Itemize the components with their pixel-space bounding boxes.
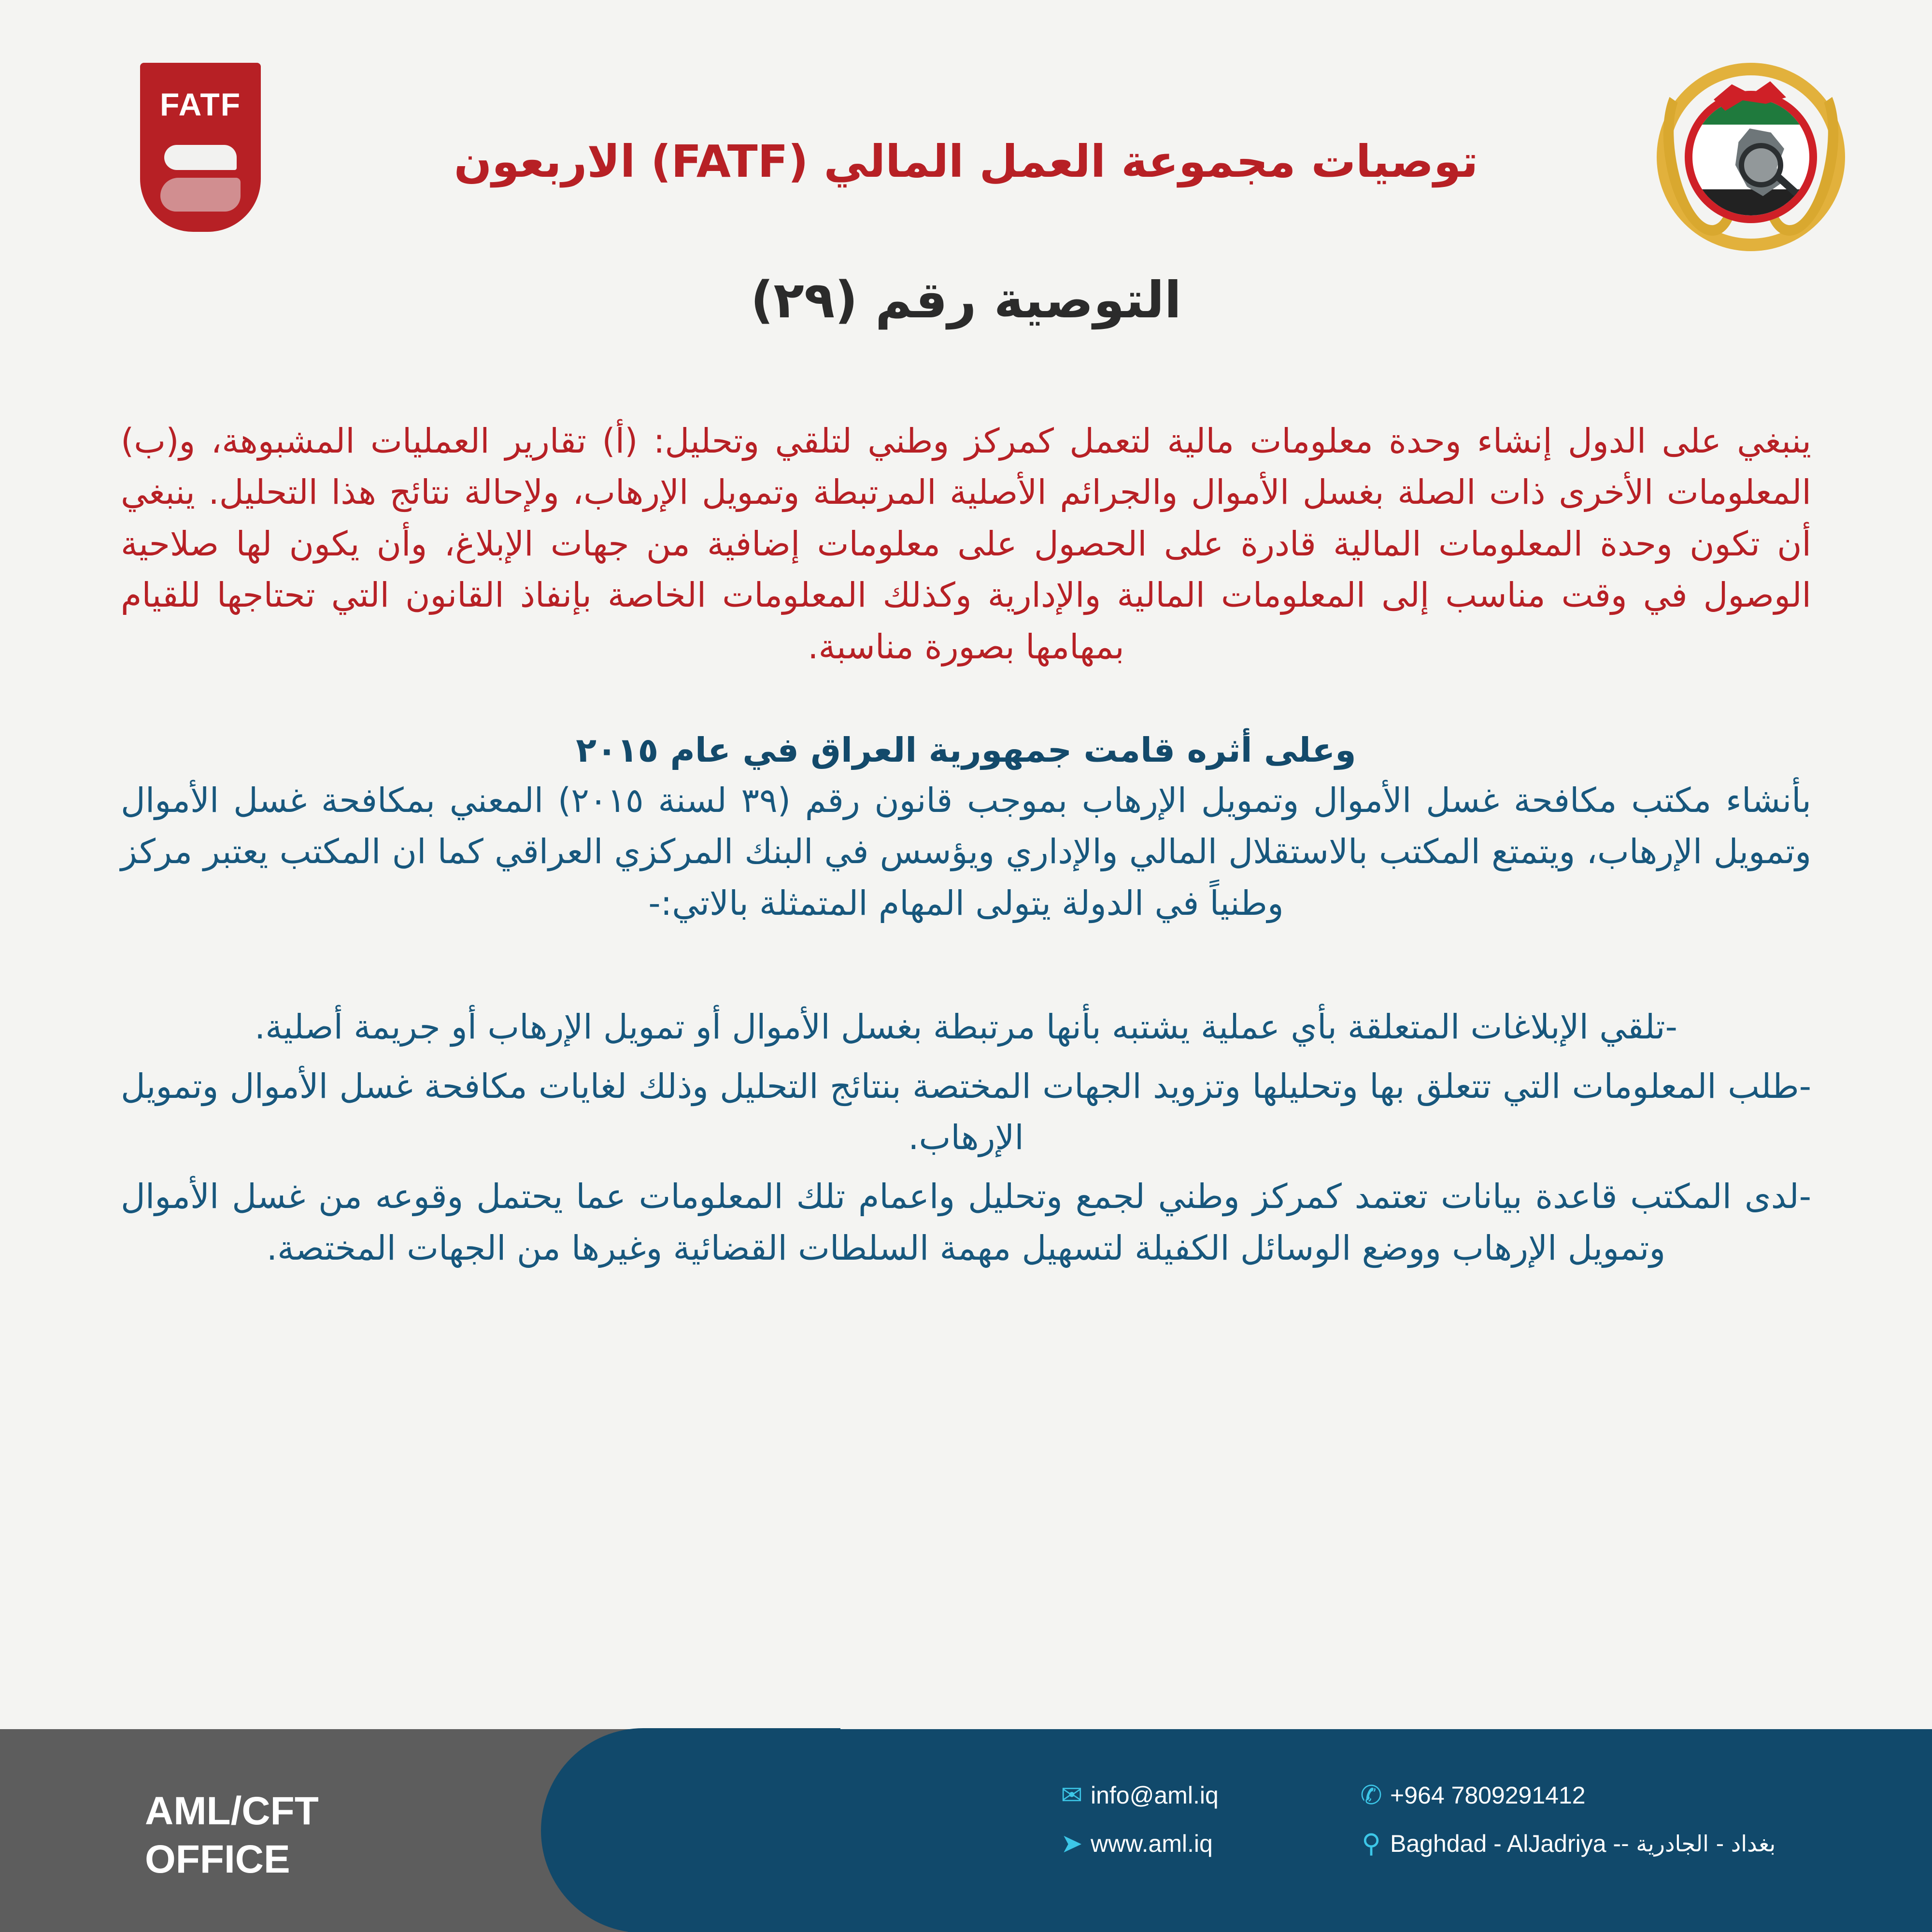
map-pin-icon: ⚲ xyxy=(1362,1828,1381,1859)
footer-curve-shape xyxy=(541,1728,840,1932)
footer-contact-row-1 xyxy=(1053,1781,1874,1809)
emblem-stripe-green xyxy=(1692,99,1809,125)
document-footer xyxy=(0,1729,1932,1932)
section-heading: وعلى أثره قامت جمهورية العراق في عام ٢٠١٥ xyxy=(576,730,1356,770)
document-body xyxy=(121,415,1811,1281)
address-text-en: Baghdad - AlJadriya - xyxy=(1390,1830,1621,1857)
bullet-list xyxy=(121,1001,1811,1274)
phone-text[interactable]: +964 7809291412 xyxy=(1390,1782,1586,1809)
fatf-logo-text: FATF xyxy=(159,86,242,122)
document-header xyxy=(0,0,1932,329)
cursor-icon: ➤ xyxy=(1061,1828,1083,1859)
office-name xyxy=(145,1787,319,1884)
address-text-ar: بغداد - الجادرية - xyxy=(1621,1831,1776,1857)
footer-contact-row-2 xyxy=(1053,1830,1874,1858)
email-contact[interactable] xyxy=(1053,1781,1352,1809)
list-item: -لدى المكتب قاعدة بيانات تعتمد كمركز وطني لجمع وتحليل واعمام تلك المعلومات عما يحتمل وقوعه من غسل الأموال وتمويل الإرهاب ووضع الوسائل الكفيلة لتسهيل مهمة السلطات القضائية وغيرها من الجهات المختصة. xyxy=(121,1177,1811,1268)
phone-icon: ✆ xyxy=(1360,1780,1382,1810)
website-contact[interactable] xyxy=(1053,1830,1352,1858)
page-subtitle: التوصية رقم (٢٩) xyxy=(750,270,1182,329)
email-text[interactable]: info@aml.iq xyxy=(1091,1782,1219,1809)
website-text[interactable]: www.aml.iq xyxy=(1091,1830,1213,1857)
list-item: -تلقي الإبلاغات المتعلقة بأي عملية يشتبه بأنها مرتبطة بغسل الأموال أو تمويل الإرهاب أو جريمة أصلية. xyxy=(255,1007,1677,1047)
list-item: -طلب المعلومات التي تتعلق بها وتحليلها وتزويد الجهات المختصة بنتائج التحليل وذلك لغايات مكافحة غسل الأموال وتمويل الإرهاب. xyxy=(121,1066,1811,1157)
address-contact xyxy=(1352,1830,1826,1858)
recommendation-paragraph: ينبغي على الدول إنشاء وحدة معلومات مالية لتعمل كمركز وطني لتلقي وتحليل: (أ) تقارير العمليات المشبوهة، و(ب) المعلومات الأخرى ذات الصلة بغسل الأموال والجرائم الأصلية المرتبطة وتمويل الإرهاب، ولإحالة نتائج هذا التحليل. ينبغي أن تكون وحدة المعلومات المالية قادرة على الحصول على معلومات إضافية من جهات الإبلاغ، وأن يكون لها صلاحية الوصول في وقت مناسب إلى المعلومات المالية والإدارية وكذلك المعلومات الخاصة بإنفاذ القانون التي تحتاجها للقيام بمهامها بصورة مناسبة. xyxy=(121,421,1811,667)
phone-contact[interactable] xyxy=(1352,1781,1826,1809)
office-name-line1: AML/CFT xyxy=(145,1789,319,1833)
footer-contacts xyxy=(1053,1781,1874,1878)
office-name-line2: OFFICE xyxy=(145,1837,290,1882)
section-paragraph: بأنشاء مكتب مكافحة غسل الأموال وتمويل الإرهاب بموجب قانون رقم (٣٩ لسنة ٢٠١٥) المعني بمكافحة غسل الأموال وتمويل الإرهاب، ويتمتع المكتب بالاستقلال المالي والإداري ويؤسس في البنك المركزي العراقي كما ان المكتب يعتبر مركز وطنياً في الدولة يتولى المهام المتمثلة بالاتي:- xyxy=(121,780,1811,923)
envelope-icon: ✉ xyxy=(1061,1780,1083,1810)
page-title: توصيات مجموعة العمل المالي (FATF) الاربعون xyxy=(454,136,1478,187)
